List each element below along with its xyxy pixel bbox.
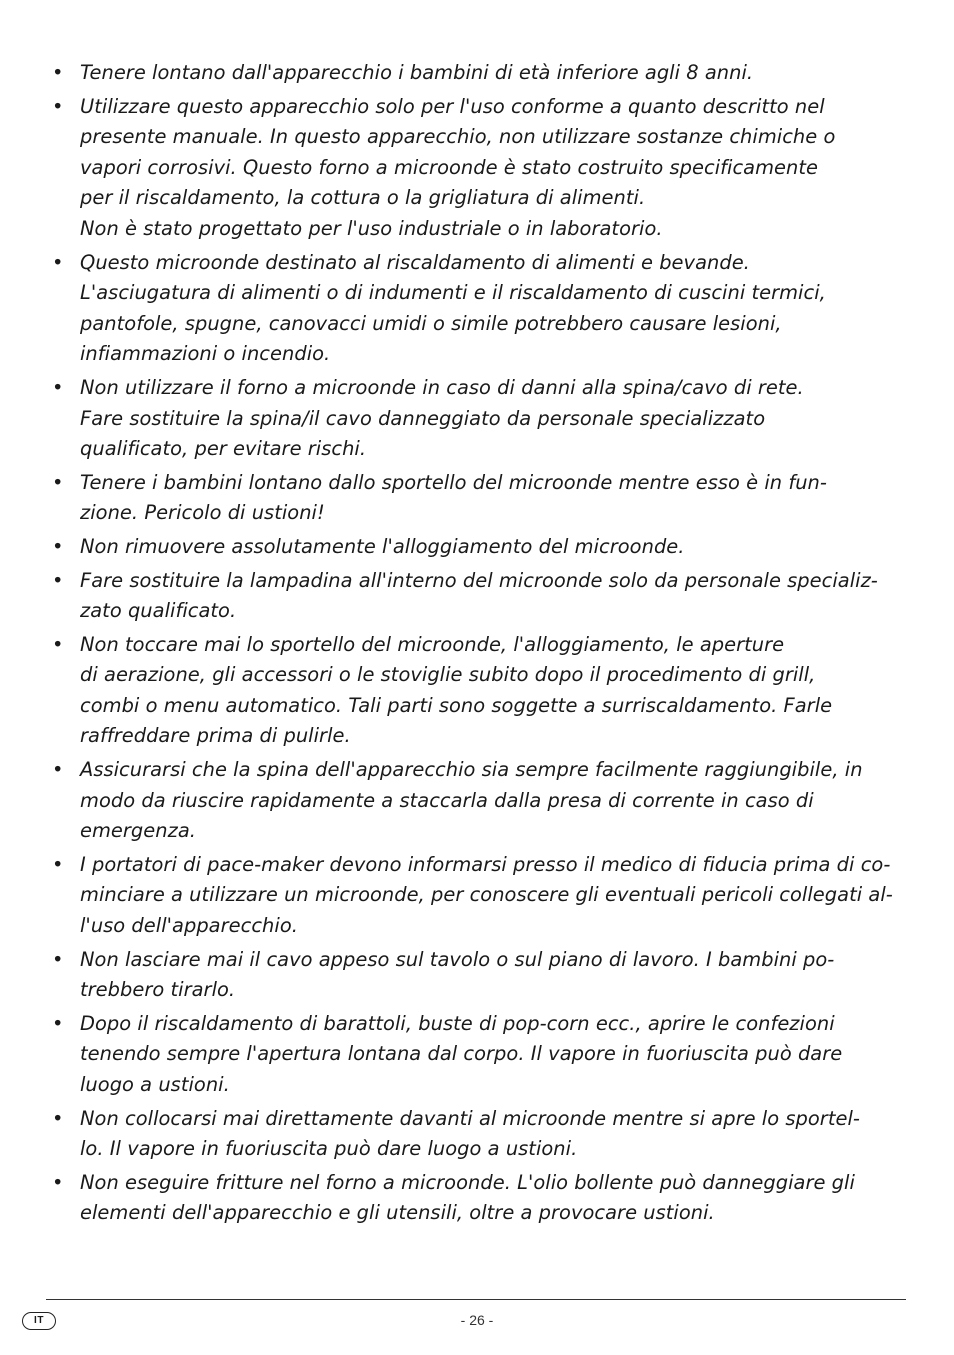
list-item [50,1009,908,1101]
text-line: Assicurarsi che la spina dell'apparecchio sia sempre facilmente raggiungibile, in [80,758,863,782]
bullet-icon: • [52,61,64,84]
text-line: Utilizzare questo apparecchio solo per l'uso conforme a quanto descritto nel [80,94,825,118]
text-line: vapori corrosivi. Questo forno a microonde è stato costruito specificamente [80,155,818,179]
bullet-icon: • [52,534,64,558]
text-line: I portatori di pace-maker devono informarsi presso il medico di fiducia prima di co- [80,852,891,876]
text-line: per il riscaldamento, la cottura o la grigliatura di alimenti. [80,186,646,210]
bullet-icon: • [52,947,64,971]
list-item [50,566,908,627]
safety-instructions [50,58,908,1232]
text-line: tenendo sempre l'apertura lontana dal corpo. Il vapore in fuoriuscita può dare [80,1042,843,1066]
text-line: Dopo il riscaldamento di barattoli, buste di pop-corn ecc., aprire le confezioni [80,1011,835,1035]
bullet-icon: • [52,1011,64,1035]
bullet-icon: • [52,632,64,656]
text-line: Fare sostituire la lampadina all'interno del microonde solo da personale specializ- [80,568,878,592]
list-item [50,945,908,1006]
footer-divider [46,1299,906,1300]
text-line: zato qualificato. [80,599,237,623]
page-number: - 26 - [460,1312,494,1328]
text-line: Questo microonde destinato al riscaldamento di alimenti e bevande. [80,250,750,274]
text-line: pantofole, spugne, canovacci umidi o simile potrebbero causare lesioni, [80,311,782,335]
bullet-icon: • [52,758,64,782]
text-line: l'uso dell'apparecchio. [80,914,298,938]
text-line: luogo a ustioni. [80,1073,230,1096]
list-item [50,630,908,752]
text-line: Non toccare mai lo sportello del microonde, l'alloggiamento, le aperture [80,632,785,656]
list-item [50,58,908,89]
text-line: trebbero tirarlo. [80,978,236,1002]
bullet-icon: • [52,250,64,274]
bullet-icon: • [52,94,64,118]
list-item [50,468,908,529]
text-line: presente manuale. In questo apparecchio, non utilizzare sostanze chimiche o [80,125,836,149]
bullet-list [50,58,908,1229]
text-line: L'asciugatura di alimenti o di indumenti e il riscaldamento di cuscini termici, [80,281,826,305]
list-item [50,1104,908,1165]
text-line: zione. Pericolo di ustioni! [80,501,325,525]
bullet-icon: • [52,375,64,399]
list-item [50,755,908,847]
list-item [50,850,908,942]
list-item [50,373,908,465]
text-line: qualificato, per evitare rischi. [80,437,367,461]
text-line: Non rimuovere assolutamente l'alloggiamento del microonde. [80,534,685,558]
bullet-icon: • [52,1170,64,1194]
language-badge: IT [22,1312,56,1330]
list-item [50,92,908,245]
text-line: di aerazione, gli accessori o le stoviglie subito dopo il procedimento di grill, [80,663,816,687]
text-line: Non lasciare mai il cavo appeso sul tavolo o sul piano di lavoro. I bambini po- [80,947,835,971]
text-line: Non utilizzare il forno a microonde in caso di danni alla spina/cavo di rete. [80,375,804,399]
text-line: Fare sostituire la spina/il cavo danneggiato da personale specializzato [80,406,766,430]
text-line: Non collocarsi mai direttamente davanti al microonde mentre si apre lo sportel- [80,1106,860,1130]
text-line: raffreddare prima di pulirle. [80,724,351,748]
list-item [50,532,908,563]
text-line: Tenere lontano dall'apparecchio i bambini di età inferiore agli 8 anni. [80,61,754,84]
text-line: Non è stato progettato per l'uso industriale o in laboratorio. [80,216,663,240]
text-line: infiammazioni o incendio. [80,342,331,366]
bullet-icon: • [52,1106,64,1130]
text-line: combi o menu automatico. Tali parti sono soggette a surriscaldamento. Farle [80,693,833,717]
list-item [50,1168,908,1229]
bullet-icon: • [52,568,64,592]
text-line: modo da riuscire rapidamente a staccarla dalla presa di corrente in caso di [80,788,814,812]
bullet-icon: • [52,470,64,494]
text-line: Non eseguire fritture nel forno a microonde. L'olio bollente può danneggiare gli [80,1170,855,1194]
list-item [50,248,908,370]
text-line: minciare a utilizzare un microonde, per conoscere gli eventuali pericoli collegati al- [80,883,893,907]
text-line: lo. Il vapore in fuoriuscita può dare luogo a ustioni. [80,1137,578,1161]
text-line: emergenza. [80,819,196,843]
text-line: elementi dell'apparecchio e gli utensili, oltre a provocare ustioni. [80,1201,715,1225]
text-line: Tenere i bambini lontano dallo sportello del microonde mentre esso è in fun- [80,470,827,494]
bullet-icon: • [52,852,64,876]
